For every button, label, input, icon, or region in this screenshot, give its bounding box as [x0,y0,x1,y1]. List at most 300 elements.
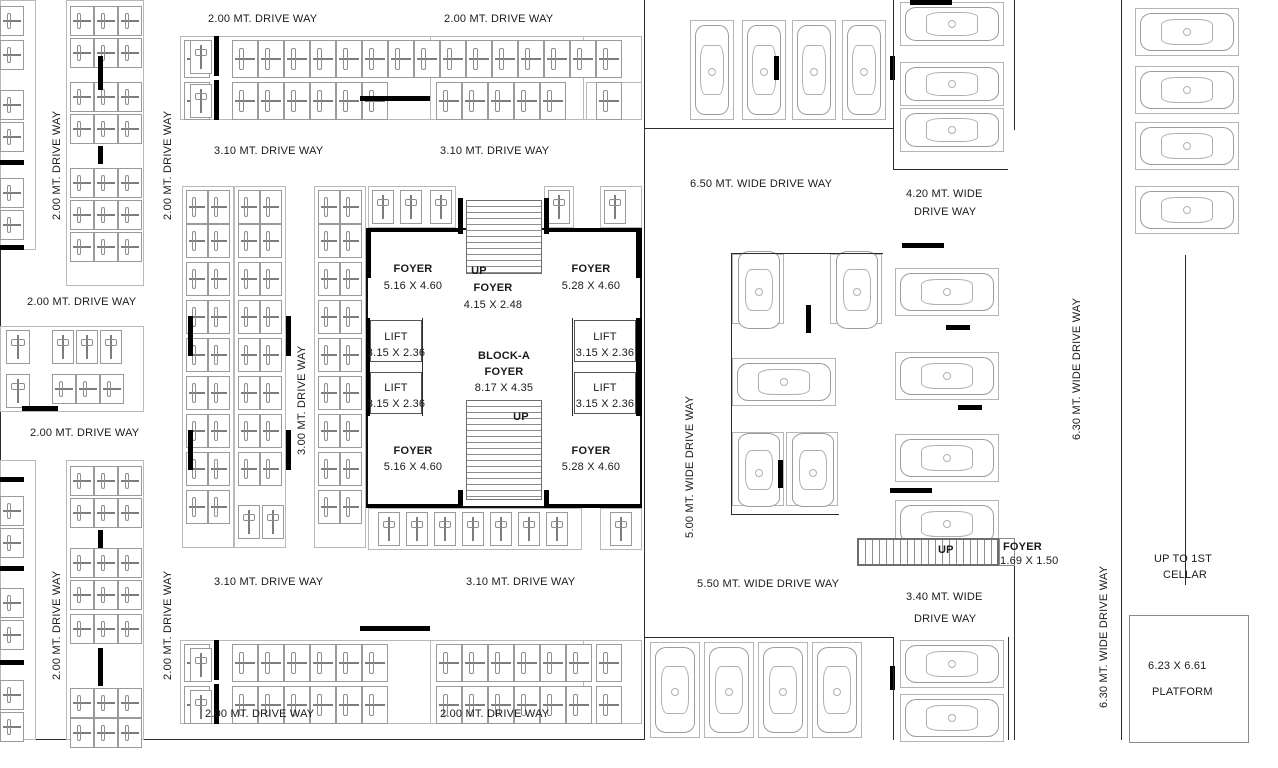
car-slot [732,358,836,406]
bike-slot [260,224,282,258]
driveway-farleft-mid-label: 2.00 MT. DRIVE WAY [30,427,140,439]
bike-slot [514,644,540,682]
bike-slot [440,40,466,78]
wall-segment [188,316,193,356]
lift-left-upper-size: 3.15 X 2.36 [366,347,426,359]
bike-slot [258,82,284,120]
bottom-right-group-edge [893,637,894,740]
mid-cluster-edge-bottom [731,514,839,515]
bike-slot [118,718,142,748]
bike-slot [362,82,388,120]
bike-slot [70,688,94,718]
bike-slot [262,505,284,539]
divider-vertical-right-2 [1014,560,1015,740]
car-slot [1135,122,1239,170]
core-wall-corner-right [636,232,642,278]
wall-segment [0,566,24,571]
bike-slot [208,262,230,296]
bike-slot [414,40,440,78]
bike-slot [52,330,74,364]
bike-slot [336,686,362,724]
bike-slot [284,644,310,682]
car-icon [797,25,831,115]
driveway-bottom-left-label: 2.00 MT. DRIVE WAY [205,708,315,720]
wall-segment [890,488,932,493]
bike-slot [336,644,362,682]
car-icon [655,647,695,733]
lift-right-lower-size: 3.15 X 2.36 [575,398,635,410]
bike-slot [186,190,208,224]
bike-slot [100,374,124,404]
bike-slot [0,620,24,650]
bike-slot [0,90,24,120]
wall-segment [778,460,783,488]
driveway-340-line2-label: DRIVE WAY [914,613,977,625]
bike-slot [186,224,208,258]
bike-slot [118,168,142,198]
car-icon [1140,191,1234,229]
car-icon [738,433,780,507]
bike-slot [238,300,260,334]
car-slot [732,254,784,324]
bike-slot [76,330,98,364]
car-slot [786,432,838,506]
bike-slot [76,374,100,404]
bike-slot [340,376,362,410]
bike-slot [238,414,260,448]
platform-label: PLATFORM [1152,686,1213,698]
driveway-420-line1-label: 4.20 MT. WIDE [906,188,983,200]
bike-slot [492,40,518,78]
divider-vertical-right-3 [1121,0,1122,740]
bike-slot [118,498,142,528]
car-slot [1135,186,1239,234]
bike-slot [318,300,340,334]
driveway-500-label: 5.00 MT. WIDE DRIVE WAY [684,395,696,538]
bike-slot [208,190,230,224]
core-wall-bottom-right [546,504,642,508]
bike-slot [0,122,24,152]
wall-segment [214,640,219,680]
bike-slot [70,580,94,610]
bike-slot [340,414,362,448]
bike-slot [318,376,340,410]
car-icon [792,433,834,507]
wall-segment [910,0,952,5]
bike-slot [208,376,230,410]
car-slot [650,642,700,738]
bike-slot [436,82,462,120]
bike-slot [0,712,24,742]
bike-slot [118,580,142,610]
bike-slot [318,190,340,224]
bike-slot [340,490,362,524]
car-icon [836,251,878,329]
bike-slot [596,40,622,78]
driveway-550-label: 5.50 MT. WIDE DRIVE WAY [697,578,840,590]
bike-slot [362,644,388,682]
bike-slot [540,82,566,120]
wall-segment [0,245,24,250]
bike-slot [340,452,362,486]
wall-segment [0,660,24,665]
wall-segment [958,405,982,410]
foyer-bot-right-size: 5.28 X 4.60 [561,461,621,473]
bike-slot [6,374,30,408]
car-icon [900,357,994,395]
car-icon [905,7,999,41]
car-slot [895,434,999,482]
bike-slot [340,190,362,224]
bike-slot [260,190,282,224]
foyer-top-mid-title: FOYER [473,282,513,294]
wall-segment [98,146,103,164]
bike-slot [566,686,592,724]
bike-slot [284,82,310,120]
bike-slot [462,644,488,682]
wall-segment [360,626,430,631]
bike-slot [118,82,142,112]
core-wall-vert-right [544,198,549,234]
bike-slot [318,224,340,258]
up-to-first-cellar-line2: CELLAR [1163,569,1207,581]
bike-slot [566,644,592,682]
bike-slot [258,644,284,682]
bike-slot [118,466,142,496]
bike-slot [70,466,94,496]
wall-segment [188,430,193,470]
block-a-foyer-size: 8.17 X 4.35 [474,382,534,394]
bike-slot [318,490,340,524]
core-wall-top-right [546,228,642,232]
bike-slot [208,452,230,486]
car-slot [900,694,1004,742]
top-right-group-edge [893,0,894,170]
car-icon [905,67,999,101]
platform-box [1129,615,1249,743]
car-icon [1140,127,1234,165]
bike-slot [190,40,212,74]
bike-slot [186,262,208,296]
foyer-top-left-size: 5.16 X 4.60 [383,280,443,292]
bike-slot [118,548,142,578]
bike-slot [596,686,622,724]
driveway-650-label: 6.50 MT. WIDE DRIVE WAY [690,178,833,190]
bike-slot [186,376,208,410]
bike-slot [518,512,540,546]
bike-slot [260,376,282,410]
car-slot [895,352,999,400]
car-slot [830,254,882,324]
driveway-farleft-upper-label: 2.00 MT. DRIVE WAY [27,296,137,308]
bike-slot [260,414,282,448]
car-slot [1135,66,1239,114]
bike-slot [310,644,336,682]
car-slot [842,20,886,120]
wall-segment [98,648,103,686]
driveway-vertical-c-label: 3.00 MT. DRIVE WAY [296,345,308,455]
driveway-630-bottom-label: 6.30 MT. WIDE DRIVE WAY [1098,565,1110,708]
bike-slot [232,644,258,682]
bike-slot [570,40,596,78]
bike-slot [340,224,362,258]
bike-slot [260,262,282,296]
car-slot [742,20,786,120]
bike-slot [260,452,282,486]
wall-segment [0,160,24,165]
bike-slot [462,82,488,120]
bike-slot [0,496,24,526]
driveway-340-line1-label: 3.40 MT. WIDE [906,591,983,603]
boundary-top-right [644,128,894,129]
up-to-first-cellar-line1: UP TO 1ST [1154,553,1213,565]
bike-slot [232,82,258,120]
wall-segment [98,56,103,90]
bike-slot [70,614,94,644]
bike-slot [70,38,94,68]
bike-slot [284,40,310,78]
foyer-top-right-size: 5.28 X 4.60 [561,280,621,292]
bike-slot [0,588,24,618]
wall-segment [214,80,219,120]
bike-slot [488,82,514,120]
foyer-bot-right-title: FOYER [571,445,611,457]
wall-segment [774,56,779,80]
bike-slot [362,686,388,724]
bike-slot [0,40,24,70]
top-right-group-edge-b [893,169,1008,170]
bike-slot [70,548,94,578]
ramp-guide-line [1185,255,1186,585]
driveway-630-top-label: 6.30 MT. WIDE DRIVE WAY [1071,297,1083,440]
bike-slot [94,548,118,578]
foyer-top-mid-size: 4.15 X 2.48 [463,299,523,311]
driveway-row3-right-label: 3.10 MT. DRIVE WAY [466,576,576,588]
wall-segment [902,243,944,248]
bike-band-upper-core-far-outline [600,186,642,228]
bike-slot [238,190,260,224]
up-label-lower-stair: UP [513,411,529,423]
bike-slot [462,512,484,546]
driveway-vertical-d-label: 2.00 MT. DRIVE WAY [51,570,63,680]
bike-slot [6,330,30,364]
core-wall-top-left [366,228,462,232]
car-slot [900,108,1004,152]
bike-slot [0,6,24,36]
bike-slot [596,82,622,120]
bike-slot [336,82,362,120]
driveway-vertical-e-label: 2.00 MT. DRIVE WAY [162,570,174,680]
bike-slot [70,114,94,144]
car-slot [704,642,754,738]
core-wall-vert-right-b [544,490,549,508]
lift-right-upper-label: LIFT [593,331,617,343]
bike-slot [546,512,568,546]
bike-slot [318,452,340,486]
bike-slot [340,300,362,334]
bike-slot [118,200,142,230]
foyer-top-left-title: FOYER [393,263,433,275]
bike-slot [434,512,456,546]
divider-vertical-right-1 [1014,0,1015,130]
bike-slot [190,84,212,118]
car-slot [792,20,836,120]
boundary-bottom-right [644,637,894,638]
bike-slot [208,414,230,448]
mid-cluster-edge-topline [731,253,883,254]
wall-segment [946,325,970,330]
lift-left-lower-size: 3.15 X 2.36 [366,398,426,410]
car-icon [900,439,994,477]
bike-slot [94,200,118,230]
driveway-420-line2-label: DRIVE WAY [914,206,977,218]
car-slot [900,2,1004,46]
car-slot [1135,8,1239,56]
bike-slot [540,644,566,682]
car-icon [695,25,729,115]
bike-slot [318,414,340,448]
bike-slot [118,38,142,68]
car-slot [895,268,999,316]
bike-slot [238,224,260,258]
driveway-row3-left-label: 3.10 MT. DRIVE WAY [214,576,324,588]
bike-slot [118,232,142,262]
bike-slot [94,614,118,644]
bike-slot [94,718,118,748]
bike-slot [94,232,118,262]
bike-slot [596,644,622,682]
bike-slot [70,232,94,262]
bike-slot [362,40,388,78]
bike-slot [340,338,362,372]
bike-band-upper-core-outline [368,186,456,228]
bike-slot [208,490,230,524]
lift-right-upper-size: 3.15 X 2.36 [575,347,635,359]
platform-size: 6.23 X 6.61 [1148,660,1207,672]
car-icon [905,645,999,683]
bike-slot [118,114,142,144]
driveway-bottom-right-label: 2.00 MT. DRIVE WAY [440,708,550,720]
divider-vertical-main [644,0,645,740]
car-slot [900,640,1004,688]
driveway-row2-right-label: 3.10 MT. DRIVE WAY [440,145,550,157]
staircase-upper [466,200,542,274]
bike-slot [70,498,94,528]
bike-slot [70,6,94,36]
block-a-title: BLOCK-A [477,350,531,362]
ramp-foyer-size: 1.69 X 1.50 [1000,555,1059,567]
bike-slot [544,40,570,78]
lift-right-lower-label: LIFT [593,382,617,394]
driveway-vertical-b-label: 2.00 MT. DRIVE WAY [162,110,174,220]
bike-slot [488,644,514,682]
car-slot [758,642,808,738]
core-wall-vert-left [458,198,463,234]
car-icon [900,273,994,311]
bike-slot [378,512,400,546]
block-a-foyer-word: FOYER [484,366,524,378]
car-slot [812,642,862,738]
bike-slot [310,40,336,78]
bike-slot [70,200,94,230]
bike-slot [0,680,24,710]
bike-slot [340,262,362,296]
bike-slot [238,376,260,410]
bike-slot [518,40,544,78]
bike-slot [94,498,118,528]
bike-slot [190,648,212,682]
bike-slot [436,644,462,682]
car-icon [905,113,999,147]
car-icon [763,647,803,733]
bike-slot [94,168,118,198]
driveway-vertical-a-label: 2.00 MT. DRIVE WAY [51,110,63,220]
bike-slot [514,82,540,120]
bike-slot [94,580,118,610]
wall-segment [214,36,219,76]
driveway-top-left-label: 2.00 MT. DRIVE WAY [208,13,318,25]
bike-slot [100,330,122,364]
bike-slot [0,528,24,558]
core-wall-bottom-left [366,504,462,508]
bike-slot [318,262,340,296]
car-slot [732,432,784,506]
bottom-right-group-edge-b [1008,637,1009,740]
bike-slot [94,114,118,144]
bike-slot [406,512,428,546]
lift-left-upper-label: LIFT [384,331,408,343]
car-icon [709,647,749,733]
car-icon [817,647,857,733]
lift-wall-right [636,318,642,416]
bike-slot [118,614,142,644]
ramp-up-strip [857,538,999,566]
core-wall-vert-left-b [458,490,463,508]
bike-slot [310,82,336,120]
bike-slot [118,6,142,36]
driveway-top-right-label: 2.00 MT. DRIVE WAY [444,13,554,25]
car-icon [738,251,780,329]
bike-slot [70,82,94,112]
bike-slot [388,40,414,78]
wall-segment [286,430,291,470]
wall-segment [0,477,24,482]
car-icon [1140,71,1234,109]
bike-slot [70,718,94,748]
bike-slot [94,466,118,496]
wall-segment [360,96,430,101]
wall-segment [286,316,291,356]
car-icon [905,699,999,737]
car-icon [737,363,831,401]
bike-slot [258,40,284,78]
bike-slot [238,262,260,296]
wall-segment [22,406,58,411]
car-slot [900,62,1004,106]
bike-slot [318,338,340,372]
bike-slot [94,688,118,718]
car-slot [690,20,734,120]
bike-slot [336,40,362,78]
ramp-foyer-label: FOYER [1003,541,1042,553]
bike-slot [186,490,208,524]
up-label-upper-stair: UP [471,265,487,277]
bike-slot [0,178,24,208]
bike-slot [208,338,230,372]
bike-slot [52,374,76,404]
bike-slot [232,40,258,78]
ramp-up-label: UP [938,544,954,556]
